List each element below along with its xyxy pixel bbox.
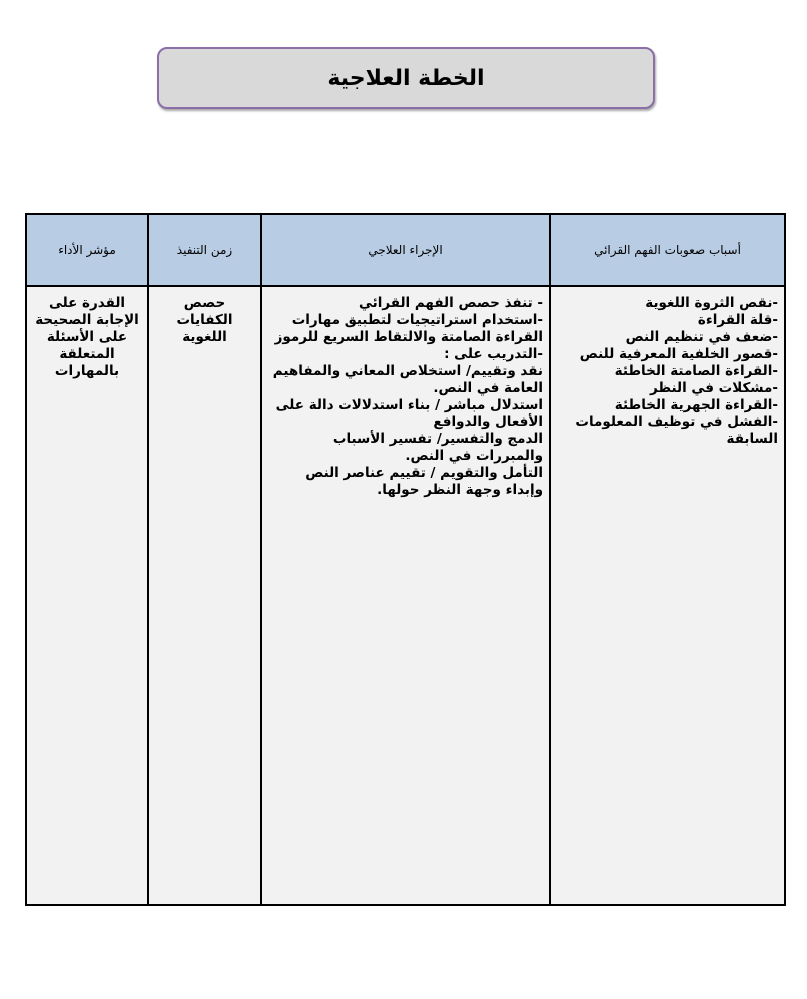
list-item: -نقص الثروة اللغوية — [645, 295, 778, 311]
list-item: استدلال مباشر / بناء استدلالات دالة على الأفعال والدوافع — [275, 397, 543, 430]
time-cell: حصص الكفايات اللغوية — [148, 286, 261, 905]
list-item: - تنفذ حصص الفهم القرائي — [358, 295, 543, 311]
header-procedure: الإجراء العلاجي — [261, 214, 550, 286]
indicator-cell: القدرة على الإجابة الصحيحة على الأسئلة المتعلقة بالمهارات — [26, 286, 148, 905]
list-item: -قصور الخلفية المعرفية للنص — [579, 346, 778, 362]
header-indicator: مؤشر الأداء — [26, 214, 148, 286]
title-banner — [157, 47, 655, 109]
list-item: -التدريب على : — [444, 346, 543, 362]
list-item: -ضعف في تنظيم النص — [625, 329, 778, 345]
list-item: -استخدام استراتيجيات لتطبيق مهارات القراءة الصامتة والالتقاط السريع للرموز — [274, 312, 543, 345]
procedure-cell — [261, 286, 550, 905]
list-item: التأمل والتقويم / تقييم عناصر النص وإبداء وجهة النظر حولها. — [305, 465, 543, 498]
list-item: -الفشل في توظيف المعلومات السابقة — [575, 414, 778, 447]
list-item: -القراءة الجهرية الخاطئة — [614, 397, 778, 413]
list-item: -مشكلات في النظر — [649, 380, 778, 396]
remedial-plan-table — [25, 213, 786, 906]
causes-cell — [550, 286, 785, 905]
page-title: الخطة العلاجية — [327, 65, 485, 91]
list-item: -القراءة الصامتة الخاطئة — [614, 363, 778, 379]
table-row — [26, 286, 785, 905]
header-time: زمن التنفيذ — [148, 214, 261, 286]
list-item: -قلة القراءة — [697, 312, 778, 328]
list-item: نقد وتقييم/ استخلاص المعاني والمفاهيم العامة في النص. — [272, 363, 543, 396]
list-item: الدمج والتفسير/ تفسير الأسباب والمبررات في النص. — [332, 431, 543, 464]
table-header-row — [26, 214, 785, 286]
header-causes: أسباب صعوبات الفهم القرائي — [550, 214, 785, 286]
